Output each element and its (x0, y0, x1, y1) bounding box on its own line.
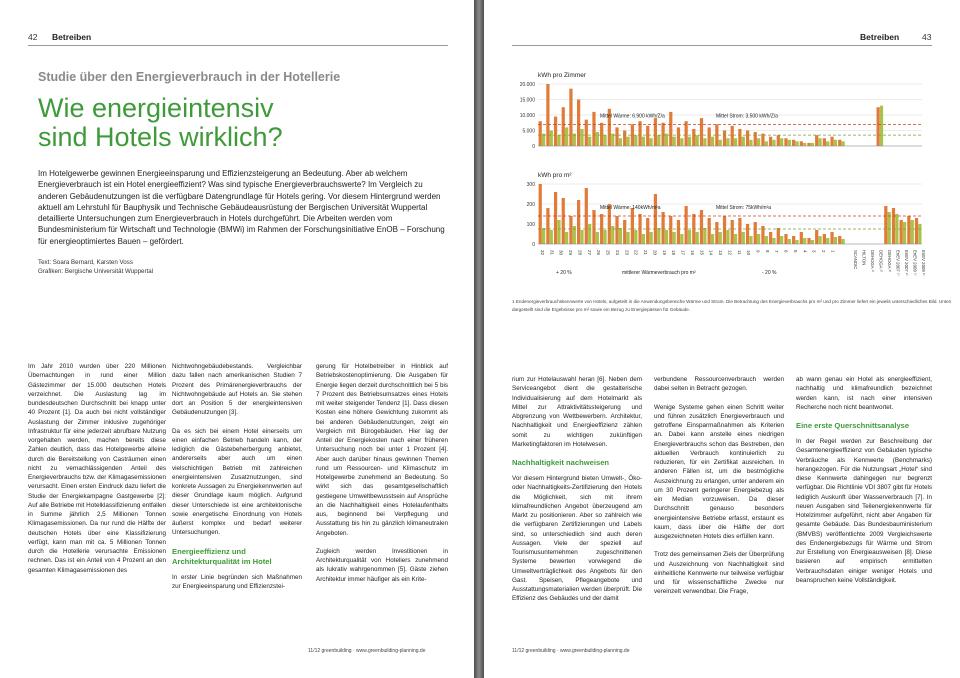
power-bar (642, 234, 645, 244)
power-bar (803, 143, 806, 146)
paragraph: In erster Linie begründen sich Maßnahmen zur Energieeinsparung und Effizienzstei- (172, 573, 302, 590)
paragraph: Im Jahr 2010 wurden über 220 Millionen Übernachtungen in rund einer Million Gästezimmer der 15.000 deutschen Hotels verzeichnet. Die Auslastung lag im bundesdeutschen Durchschnitt bei knapp unter 40 Prozent [1]. Da auch bei nicht vollständiger Auslastung der Zimmer inklusive zugehöriger Infrastruktur für eine jederzeit abrufbare Nutzung vorgehalten werden, machen bereits diese Zahlen deutlich, dass das Hotelgewerbe alleine durch die Bereitstellung von Casträumen einen nicht zu vernachlässigenden Anteil des Energieverbrauchs bzw. der Klimagasemissionen verursacht. Einen ersten Eindruck dazu liefert die Studie der Energiekampagne Gastgewerbe [2]: Auf alle Betriebe mit Hotelklassifizierung entfallen in Summe jährlich 2,5 Millionen Tonnen Klimagasemissionen. Da nur rund die Hälfte der deutschen Hotels über eine Klassifizierung verfügt, kann man mit ca. 5 Millionen Tonnen durch die Hotellerie verursachte Emissionen rechnen. Das ist ein Anteil von 4 Prozent an den gesamten Klimagasemissionen des (28, 363, 166, 574)
power-bar (580, 129, 583, 146)
y-tick-label: 100 (526, 222, 535, 228)
power-bar (680, 138, 683, 146)
x-tick-label-reference: EnEV 2007 ¹⁾ (895, 250, 901, 276)
power-bar (711, 137, 714, 146)
power-bar (719, 232, 722, 244)
heat-bar (692, 129, 695, 146)
power-bar (772, 238, 775, 244)
heat-bar (800, 141, 803, 146)
header-rule (28, 45, 448, 46)
power-bar (696, 232, 699, 244)
section-heading: Nachhaltigkeit nachweisen (512, 458, 610, 467)
column-3 (316, 362, 448, 593)
power-bar (634, 230, 637, 244)
page-number: 43 (922, 32, 932, 42)
power-bar (626, 137, 629, 146)
power-bar (780, 236, 783, 244)
x-tick-label: 8 (764, 250, 770, 253)
heat-bar (631, 208, 634, 244)
power-bar (742, 137, 745, 146)
heat-bar (746, 224, 749, 244)
power-bar (703, 228, 706, 244)
power-bar (711, 234, 714, 244)
power-bar (803, 238, 806, 244)
x-tick-label: 20 (652, 250, 658, 256)
heat-bar (600, 123, 603, 146)
power-bar (795, 240, 798, 244)
power-bar (888, 212, 891, 244)
power-bar (826, 141, 829, 146)
heat-bar (769, 232, 772, 244)
column-3 (796, 375, 932, 594)
page-number: 42 (28, 32, 38, 42)
power-bar (757, 234, 760, 244)
paragraph: Zugleich werden Investitionen in Architekturqualität von Hoteliers zunehmend als lukrativ wahrgenommen [5]. Gäste ziehen Architektur immer häufiger als ein Krite- (316, 547, 448, 583)
annotation-heat: Mittel Wärme: 140kWh/m²a (600, 205, 661, 211)
x-tick-label: 15 (699, 250, 705, 256)
heat-bar (792, 140, 795, 146)
power-bar (542, 228, 545, 244)
annotation-power: Mittel Strom: 3.500 kWh/Z/a (716, 113, 778, 120)
x-tick-label: 24 (614, 250, 620, 256)
x-tick-label: 7 (774, 250, 780, 253)
power-bar (557, 135, 560, 146)
heat-bar (777, 135, 780, 146)
power-bar (580, 230, 583, 244)
power-bar (603, 135, 606, 146)
power-bar (642, 137, 645, 146)
page-footer: 11/12 greenbuilding · www.greenbuilding-planning.de (308, 648, 426, 654)
heat-bar (731, 220, 734, 244)
heat-bar (685, 206, 688, 244)
power-bar (765, 236, 768, 244)
power-bar (726, 230, 729, 244)
heat-bar (554, 117, 557, 146)
title-line-2: sind Hotels wirklich? (38, 122, 283, 152)
power-bar (834, 237, 837, 244)
x-tick-label-reference: EnEV 2007 ²⁾ (904, 250, 909, 276)
x-tick-label: 22 (633, 250, 639, 256)
heat-bar (807, 238, 810, 244)
heat-bar (569, 216, 572, 244)
article-intro: Im Hotelgewerbe gewinnen Energieeinsparung und Effizienzsteigerung an Bedeutung. Aber ab welchem Energieverbrauch ist ein Hotel energieeffizient? Was sind typische Energieverbrauchswerte? Im Vergleich zu anderen Gebäudenutzungen ist die verfügbare Datengrundlage für Hotels gering. Vor diesem Hintergrund werden aktuell am Lehrstuhl für Bauphysik und Technische Gebäudeausrüstung der Bergischen Universität Wuppertal detaillierte Untersuchungen zum Energieverbrauch in Hotels durchgeführt. Die Arbeiten werden vom Bundesministerium für Wirtschaft und Technologie (BMWi) im Rahmen der Forschungsinitiative EnOB – Forschung für energieoptimiertes Bauen – gefördert. (38, 169, 445, 246)
heat-bar (562, 198, 565, 244)
x-tick-label: 17 (680, 250, 686, 256)
heat-bar (615, 127, 618, 146)
heat-bar (830, 137, 833, 146)
heat-bar (754, 222, 757, 244)
energy-chart (504, 64, 944, 289)
x-tick-label: 18 (671, 250, 677, 256)
heat-bar (792, 236, 795, 244)
power-bar (918, 224, 921, 244)
legend-mean-heat: mittlerer Wärmeverbrauch pro m² (622, 270, 696, 276)
heat-bar (830, 232, 833, 244)
heat-bar (677, 220, 680, 244)
credit-text: Text: Soara Bernard, Karsten Voss (38, 259, 133, 266)
power-bar (550, 131, 553, 147)
heat-bar (677, 127, 680, 146)
power-bar (734, 138, 737, 146)
heat-bar (661, 123, 664, 146)
heat-bar (877, 107, 880, 146)
power-bar (788, 140, 791, 146)
x-tick-label: 28 (577, 250, 583, 256)
x-tick-label: 27 (586, 250, 592, 256)
x-tick-label-reference: SCANDIC (853, 250, 858, 270)
y-tick-label: 20.000 (519, 82, 535, 88)
y-tick-label: 5.000 (522, 128, 535, 135)
power-bar (588, 224, 591, 244)
paragraph: ab wann genau ein Hotel als energieeffizient, nachhaltig und klimafreundlich bezeichnet werden kann, ist nach einer intensiven Recherche noch nicht beantwortet. (796, 376, 932, 411)
heat-bar (708, 127, 711, 146)
heat-bar (754, 132, 757, 146)
power-bar (588, 137, 591, 146)
credit-graphics: Grafiken: Bergische Universität Wuppertal (38, 268, 154, 275)
heat-bar (700, 118, 703, 146)
heat-bar (915, 218, 918, 244)
power-bar (673, 232, 676, 244)
power-bar (719, 140, 722, 146)
power-bar (841, 141, 844, 146)
x-tick-label: 23 (624, 250, 630, 256)
power-bar (734, 234, 737, 244)
section-heading: Energieeffizienz und Architekturqualität im Hotel (172, 546, 272, 566)
y-axis-label: kWh pro Zimmer (538, 72, 587, 79)
power-bar (834, 140, 837, 146)
heat-bar (823, 138, 826, 146)
x-tick-label: 29 (568, 250, 574, 256)
heat-bar (562, 107, 565, 146)
y-tick-label: 300 (526, 182, 535, 188)
heat-bar (615, 216, 618, 244)
paragraph: rium zur Hotelauswahl heran [6]. Neben dem Serviceangebot dient die gestalterische Individualisierung auf dem Hotelmarkt als Mittel zur Attraktivitätssteigerung und Abgrenzung von Wettbewerbern. Architektur, Nachhaltigkeit und Energieeffizienz zählen somit zu wichtigen zukünftigen Marketingfaktoren im Hotelwesen. (512, 376, 642, 448)
heat-bar (838, 236, 841, 244)
y-tick-label: 10.000 (519, 113, 535, 119)
paragraph: Trotz des gemeinsamen Ziels der Überprüfung und Auszeichnung von Nachhaltigkeit sind einheitliche Kennwerte nur teilweise verfügbar und für wissenschaftliche Zwecke nur vereinzelt verwendbar. Die Frage, (654, 551, 784, 596)
power-bar (818, 236, 821, 244)
page-footer: 11/12 greenbuilding · www.greenbuilding-planning.de (512, 648, 630, 654)
power-bar (811, 143, 814, 146)
power-bar (688, 137, 691, 146)
power-bar (688, 230, 691, 244)
heat-bar (815, 230, 818, 244)
running-head: Betreiben (860, 32, 900, 42)
heat-bar (592, 112, 595, 146)
paragraph: Wenige Systeme gehen einen Schritt weiter und führen zusätzlich Energieverbrauch und getroffene Einsparmaßnahmen als Kriterien an. Dabei kann anstelle eines niedrigen Energieverbrauchs schon das Bestreben, den aktuellen Verbrauch kontinuierlich zu reduzieren, für ein Zertifikat ausreichen. In anderen Fällen ist, um die bestmögliche Auszeichnung zu erlangen, unter anderem ein um 30 Prozent geringerer Energiebezug als ein Median vorzuweisen. Da dieser Durchschnitt genauso besonders energieintensive Betriebe erfasst, erstaunt es kaum, dass über die Hälfte der dort ausgezeichneten Hotels dies erfüllen kann. (654, 403, 784, 540)
x-tick-label: 25 (605, 250, 611, 256)
paragraph: In der Regel werden zur Beschreibung der Gesamtenergieeffizienz von Gebäuden typische Verbräuche als Kennwerte (Benchmarks) herangezogen. Für die Nutzungsart „Hotel“ sind diese Kennwerte dahingegen nur begrenzt verfügbar. Die Richtlinie VDI 3807 gibt für Hotels lediglich Auskunft über Wasserverbrauch [7]. In neuen Ausgaben sind Teilenergiekennwerte für Hotelzimmer aufgeführt, nicht aber Angaben für gesamte Gebäude. Das Bundesbauministerium (BMVBS) veröffentlichte 2009 Vergleichswerte des Endenergiebezugs für Wärme und Strom zur Erstellung von Energieausweisen [8]. Diese basieren auf empirisch ermittelten Verbrauchsdaten einiger weniger Hotels und beanspruchen keine Vollständigkeit. (796, 438, 932, 584)
power-bar (826, 238, 829, 244)
title-line-1: Wie energieintensiv (38, 93, 274, 123)
x-tick-label: 10 (746, 250, 752, 256)
power-bar (795, 141, 798, 146)
x-tick-label: 5 (792, 250, 798, 253)
heat-bar (738, 218, 741, 244)
column-1 (512, 375, 642, 613)
paragraph: Vor diesem Hintergrund bieten Umwelt-, Öko- oder Nachhaltigkeits-Zertifizierung den Hotels die Möglichkeit, sich mit ihrem klimafreundlichen Angebot überzeugend am Markt zu positionieren. Aber so zahlreich wie die verfügbaren Zertifizierungen und Labels sind, so unterschiedlich sind auch deren Aussagen. Viele der speziell auf Tourismusunternehmen zugeschnittenen Systeme bewerten vorwiegend die Umweltverträglichkeit des Angebots für den Gast. Speisen, Pflegeangebote und Ausstattungsmaterialien werden überprüft. Die Effizienz des Gebäudes und der damit (512, 475, 642, 603)
heat-bar (623, 220, 626, 244)
power-bar (673, 137, 676, 146)
power-bar (911, 220, 914, 244)
heat-bar (777, 228, 780, 244)
heat-bar (577, 200, 580, 244)
heat-bar (807, 143, 810, 146)
heat-bar (661, 212, 664, 244)
x-tick-label: 12 (727, 250, 733, 256)
heat-bar (800, 232, 803, 244)
x-tick-label: 14 (708, 250, 714, 256)
heat-bar (784, 138, 787, 146)
x-tick-label: 26 (596, 250, 602, 256)
power-bar (649, 232, 652, 244)
x-tick-label-reference: DEHOGA ¹⁾ (870, 250, 875, 273)
heat-bar (592, 210, 595, 244)
heat-bar (554, 192, 557, 244)
x-tick-label-reference: EnEV 2009 ¹⁾ (912, 250, 918, 276)
x-tick-label: 31 (549, 250, 555, 256)
heat-bar (784, 234, 787, 244)
column-2 (654, 375, 784, 606)
figure-caption: 1 Endenergieverbrauchskennwerte von Hotels, aufgeteilt in die Anwendungsbereiche Wärme und Strom. Die Betrachtung des Energieverbrauchs pro m² und pro Zimmer liefert ein jeweils unterschiedliches Bild. Unten dargestellt sind die Ergebnisse pro m² sowie ein Bezug zu Energiepässen für Gebäude. (512, 299, 952, 312)
power-bar (657, 228, 660, 244)
x-tick-label: 30 (558, 250, 564, 256)
heat-bar (585, 120, 588, 146)
header-rule (512, 45, 932, 46)
x-tick-label-reference: DEHOGA ³⁾ (887, 250, 892, 273)
heat-bar (900, 220, 903, 244)
y-tick-label: 0 (532, 242, 535, 248)
x-tick-label-reference: DEHOGA ²⁾ (878, 250, 884, 273)
x-tick-label: 4 (802, 250, 808, 253)
x-tick-label: 3 (811, 250, 817, 253)
heat-bar (546, 84, 549, 146)
annotation-heat: Mittel Wärme: 6.900 kWh/Z/a (600, 113, 665, 120)
column-1 (28, 362, 166, 584)
y-tick-label: 0 (532, 144, 535, 150)
credits (38, 258, 153, 276)
power-bar (619, 138, 622, 146)
heat-bar (892, 208, 895, 244)
x-tick-label: 2 (821, 250, 827, 253)
heat-bar (907, 216, 910, 244)
power-bar (665, 230, 668, 244)
power-bar (680, 234, 683, 244)
right-page (484, 0, 960, 678)
section-heading: Eine erste Querschnittsanalyse (796, 421, 910, 430)
heat-bar (731, 126, 734, 146)
power-bar (696, 135, 699, 146)
heat-bar (815, 135, 818, 146)
left-page (0, 0, 474, 678)
x-tick-label: 1 (830, 250, 836, 253)
heat-bar (746, 131, 749, 147)
heat-bar (723, 131, 726, 147)
power-bar (841, 239, 844, 244)
heat-bar (769, 137, 772, 146)
power-bar (657, 135, 660, 146)
heat-bar (838, 140, 841, 146)
x-tick-label: 13 (718, 250, 724, 256)
power-bar (626, 232, 629, 244)
heat-bar (546, 208, 549, 244)
heat-bar (738, 129, 741, 146)
article-title (38, 94, 283, 152)
power-bar (634, 135, 637, 146)
paragraph: gerung für Hotelbetreiber in Hinblick auf Betriebskostenoptimierung. Die Ausgaben für Energie liegen derzeit durchschnittlich bei 5 bis 7 Prozent des Betriebsumsatzes eines Hotels mit weiter steigender Tendenz [1]. Dass diesen Kosten eine höhere Gewichtung zukommt als bei anderen Gebäudenutzungen, zeigt ein Vergleich mit Bürogebäuden. Hier lag der Anteil der Energiekosten nach einer früheren Untersuchung noch bei unter 1 Prozent [4]. Aber auch darüber hinaus gewinnen Themen rund um Ressourcen- und Klimaschutz im Hotelgewerbe zunehmend an Bedeutung. So wirkt sich das gesamtgesellschaftlich gestiegene Umweltbewusstsein auf Ansprüche an die Nachhaltigkeit eines Hotelaufenthalts aus, beginnend bei Verpflegung und Ausstattung bis hin zu gänzlich klimaneutralen Angeboten. (316, 363, 448, 537)
power-bar (603, 230, 606, 244)
x-tick-label: 11 (736, 250, 742, 255)
paragraph: Nichtwohngebäudebestands. Vergleichbar dazu fallen nach amerikanischen Studien 7 Prozent des Primärenergieverbrauchs der Nichtwohngebäude auf Hotels an. Sie stehen dort an Position 5 der energieintensiven Gebäudenutzungen [3]. (172, 363, 302, 417)
legend-minus-20: - 20 % (762, 270, 777, 276)
heat-bar (654, 194, 657, 244)
heat-bar (884, 206, 887, 244)
annotation-power: Mittel Strom: 75kWh/m²a (716, 205, 772, 211)
heat-bar (669, 216, 672, 244)
power-bar (742, 232, 745, 244)
heat-bar (715, 222, 718, 244)
power-bar (557, 220, 560, 244)
power-bar (772, 140, 775, 146)
x-tick-label: 6 (783, 250, 789, 253)
heat-bar (646, 126, 649, 146)
heat-bar (669, 112, 672, 146)
power-bar (903, 222, 906, 244)
heat-bar (654, 118, 657, 146)
power-bar (880, 106, 883, 146)
y-tick-label: 15.000 (519, 97, 535, 104)
power-bar (565, 232, 568, 244)
power-bar (596, 232, 599, 244)
power-bar (749, 236, 752, 244)
heat-bar (577, 100, 580, 147)
x-tick-label-reference: HILTON (861, 250, 867, 266)
power-bar (788, 239, 791, 244)
legend-plus-20: + 20 % (556, 270, 572, 276)
x-tick-label: 21 (643, 250, 649, 256)
power-bar (565, 127, 568, 146)
power-bar (780, 138, 783, 146)
x-tick-label: 9 (755, 250, 761, 253)
power-bar (765, 141, 768, 146)
x-tick-label: 16 (689, 250, 695, 256)
power-bar (550, 230, 553, 244)
book-gutter (474, 0, 484, 678)
x-tick-label-reference: EnEV 2009 ²⁾ (921, 250, 926, 276)
heat-bar (569, 89, 572, 146)
paragraph: verbundene Ressourcenverbrauch werden dabei selten in Betracht gezogen. (654, 376, 784, 393)
power-bar (749, 140, 752, 146)
heat-bar (539, 184, 542, 244)
heat-bar (700, 210, 703, 244)
heat-bar (623, 131, 626, 147)
heat-bar (708, 218, 711, 244)
power-bar (649, 138, 652, 146)
y-tick-label: 200 (526, 202, 535, 208)
heat-bar (823, 234, 826, 244)
paragraph: Da es sich bei einem Hotel einerseits um einen einfachen Betrieb handeln kann, der lediglich die Gästebeherbergung anbietet, andererseits aber auch um einen vielschichtigen Betrieb mit zahlreichen energieintensiven Zusatznutzungen, sind konkrete Aussagen zu Energiekennwerten auf dieser Grundlage kaum möglich. Aufgrund dieser Unterschiede ist eine architektonische sowie energetische Einordnung von Hotels äußerst komplex und bedarf weiterer Untersuchungen. (172, 427, 302, 537)
power-bar (619, 228, 622, 244)
heat-bar (646, 218, 649, 244)
x-tick-label: 32 (540, 250, 545, 256)
power-bar (757, 138, 760, 146)
power-bar (703, 138, 706, 146)
power-bar (811, 240, 814, 244)
heat-bar (723, 216, 726, 244)
running-head: Betreiben (52, 32, 92, 42)
power-bar (818, 138, 821, 146)
power-bar (596, 132, 599, 146)
column-2 (172, 362, 302, 600)
y-axis-label: kWh pro m² (538, 172, 572, 179)
power-bar (726, 138, 729, 146)
article-kicker: Studie über den Energieverbrauch in der Hotellerie (38, 70, 341, 84)
x-tick-label: 19 (661, 250, 667, 256)
